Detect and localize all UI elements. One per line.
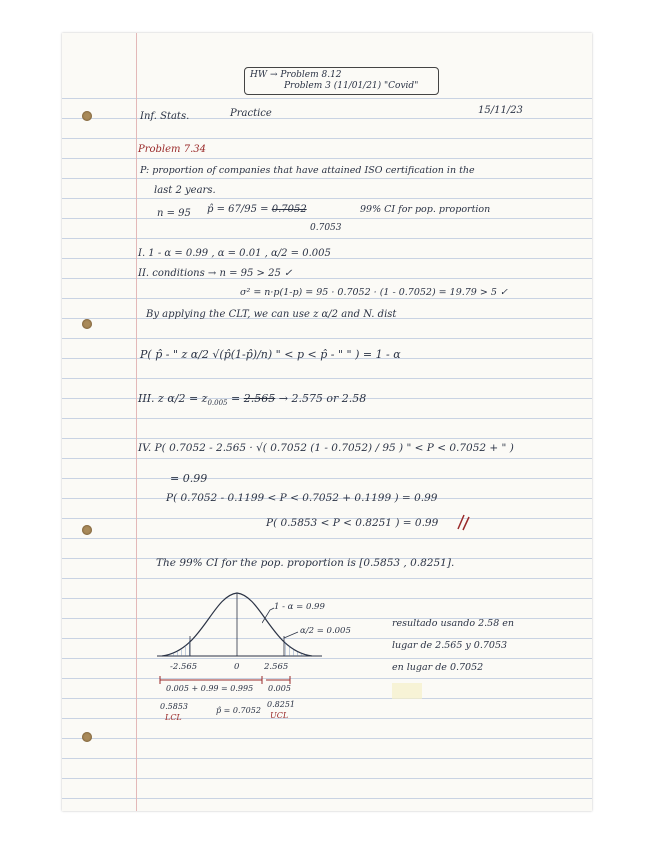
course-label: Inf. Stats.	[140, 111, 190, 122]
corrected-proportion: 0.7053	[310, 223, 342, 233]
conclusion: The 99% CI for the pop. proportion is [0.5853 , 0.8251].	[156, 557, 455, 569]
step-4-result: P( 0.5853 < P < 0.8251 ) = 0.99	[266, 517, 439, 529]
center-area-label: 1 - α = 0.99	[274, 602, 325, 612]
note-line-2: lugar de 2.565 y 0.7053	[392, 640, 508, 651]
hw-line-2: Problem 3 (11/01/21) "Covid"	[284, 81, 419, 91]
step-4-formula: IV. P( 0.7052 - 2.565 · √( 0.7052 (1 - 0.7052) / 95 ) " < P < 0.7052 + " )	[138, 442, 514, 454]
definition-line-1: P: proportion of companies that have attained ISO certification in the	[140, 165, 475, 176]
binder-hole	[82, 111, 92, 121]
step-1: I. 1 - α = 0.99 , α = 0.01 , α/2 = 0.005	[138, 248, 331, 259]
notebook-page	[62, 33, 592, 811]
step-3: III. z $\alpha/2 = z_{0.005} = 2.565 \to 2.575$ or 2.58	[138, 392, 367, 408]
practice-label: Practice	[230, 108, 272, 119]
sample-proportion: p̂ = 67/95 = 0.7052	[207, 204, 307, 215]
ci-description: 99% CI for pop. proportion	[360, 204, 491, 215]
step-2-clt: By applying the CLT, we can use z α/2 and N. dist	[146, 309, 397, 320]
step-2: II. conditions → n = 95 > 25 ✓	[138, 268, 293, 279]
step-2-variance: σ² = n·p(1-p) = 95 · 0.7052 · (1 - 0.7052) = 19.79 > 5 ✓	[240, 287, 508, 298]
area-left-label: 0.005 + 0.99 = 0.995	[166, 684, 254, 693]
definition-line-2: last 2 years.	[154, 185, 216, 196]
note-line-3: en lugar de 0.7052	[392, 662, 484, 673]
margin-line	[136, 33, 137, 811]
tick-right: 2.565	[264, 662, 289, 672]
hw-line-1: HW → Problem 8.12	[250, 70, 342, 80]
center-value: p̂ = 0.7052	[216, 706, 261, 715]
problem-title: Problem 7.34	[138, 144, 206, 155]
sample-size: n = 95	[157, 208, 191, 219]
step-4-interval: P( 0.7052 - 0.1199 < P < 0.7052 + 0.1199 ) = 0.99	[166, 492, 438, 504]
date-label: 15/11/23	[478, 105, 523, 116]
binder-hole	[82, 732, 92, 742]
note-line-1: resultado usando 2.58 en	[392, 618, 515, 629]
lower-value: 0.5853	[160, 702, 188, 711]
step-4-confidence: = 0.99	[170, 472, 208, 485]
upper-value: 0.8251	[267, 700, 295, 709]
highlight-mark	[392, 683, 422, 699]
tail-area-label: α/2 = 0.005	[300, 626, 351, 636]
lcl-label: LCL	[165, 713, 182, 722]
area-right-label: 0.005	[268, 684, 291, 693]
ucl-label: UCL	[270, 711, 289, 720]
binder-hole	[82, 319, 92, 329]
tick-left: -2.565	[170, 662, 198, 672]
step-2-formula: P( p̂ - " z α/2 √(p̂(1-p̂)/n) " < p < p̂ - " " ) = 1 - α	[140, 348, 401, 361]
binder-hole	[82, 525, 92, 535]
double-tick-icon	[456, 513, 474, 531]
tick-center: 0	[234, 662, 240, 672]
